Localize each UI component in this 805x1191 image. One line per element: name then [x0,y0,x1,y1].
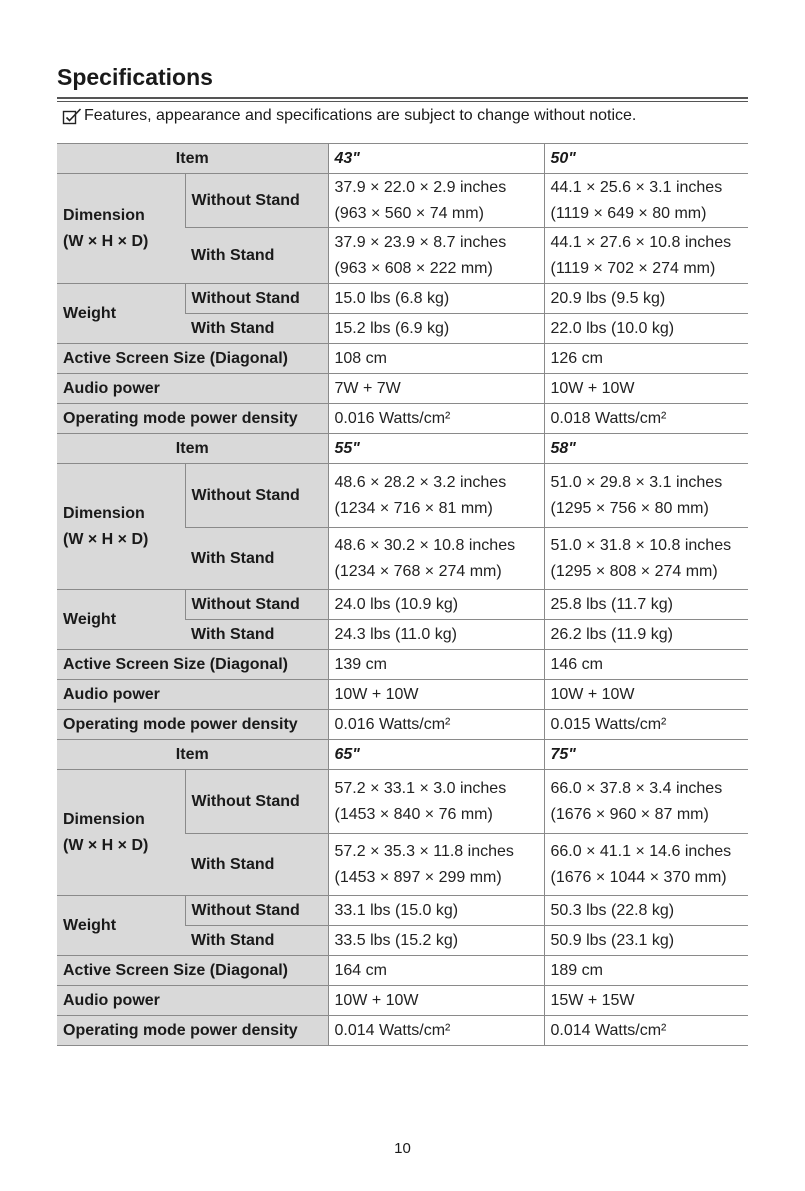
active-screen-label: Active Screen Size (Diagonal) [57,344,328,374]
dimension-without-stand-inches: 66.0 × 37.8 × 3.4 inches [550,779,723,797]
table-row [57,144,748,174]
dimension-without-stand-inches: 44.1 × 25.6 × 3.1 inches [550,178,723,196]
model-size: 55" [328,434,544,464]
dimension-label [57,174,185,284]
power-density-label: Operating mode power density [57,404,328,434]
weight-without-stand: 33.1 lbs (15.0 kg) [328,896,544,926]
dimension-with-stand-mm: (1234 × 768 × 274 mm) [334,562,502,580]
table-row [57,986,748,1016]
weight-with-stand: 50.9 lbs (23.1 kg) [544,926,748,956]
dimension-without-stand [328,464,544,528]
model-size: 65" [328,740,544,770]
item-header: Item [57,144,328,174]
weight-label: Weight [57,896,185,956]
dimension-with-stand-mm: (1676 × 1044 × 370 mm) [550,868,727,886]
dimension-with-stand-mm: (1295 × 808 × 274 mm) [550,562,718,580]
dimension-subtitle: (W × H × D) [63,232,149,250]
power-density-label: Operating mode power density [57,1016,328,1046]
with-stand-label: With Stand [185,314,328,344]
dimension-subtitle: (W × H × D) [63,530,149,548]
table-row [57,434,748,464]
dimension-label [57,464,185,590]
dimension-with-stand-inches: 57.2 × 35.3 × 11.8 inches [334,842,514,860]
audio-power-value: 10W + 10W [328,986,544,1016]
audio-power-label: Audio power [57,986,328,1016]
weight-without-stand: 20.9 lbs (9.5 kg) [544,284,748,314]
power-density-label: Operating mode power density [57,710,328,740]
active-screen-value: 146 cm [544,650,748,680]
with-stand-label: With Stand [185,620,328,650]
dimension-without-stand-inches: 48.6 × 28.2 × 3.2 inches [334,473,507,491]
dimension-with-stand-inches: 37.9 × 23.9 × 8.7 inches [334,233,507,251]
dimension-with-stand [328,834,544,896]
dimension-without-stand-inches: 57.2 × 33.1 × 3.0 inches [334,779,507,797]
item-header: Item [57,434,328,464]
model-size: 43" [328,144,544,174]
dimension-with-stand-inches: 44.1 × 27.6 × 10.8 inches [550,233,732,251]
table-row [57,770,748,834]
dimension-without-stand-mm: (963 × 560 × 74 mm) [334,204,484,222]
dimension-with-stand-mm: (1119 × 702 × 274 mm) [550,259,716,277]
dimension-with-stand [544,228,748,284]
dimension-without-stand [544,174,748,228]
weight-without-stand: 50.3 lbs (22.8 kg) [544,896,748,926]
with-stand-label: With Stand [185,528,328,590]
table-row [57,740,748,770]
table-row [57,404,748,434]
spec-table [57,143,748,1046]
dimension-with-stand-mm: (963 × 608 × 222 mm) [334,259,493,277]
without-stand-label: Without Stand [185,464,328,528]
model-size: 75" [544,740,748,770]
page-number: 10 [394,1140,411,1157]
dimension-without-stand [544,464,748,528]
table-row [57,956,748,986]
dimension-with-stand [544,834,748,896]
table-row [57,374,748,404]
checkbox-pencil-icon [62,107,82,125]
without-stand-label: Without Stand [185,770,328,834]
with-stand-label: With Stand [185,926,328,956]
title-rule [57,97,748,99]
notice [62,107,636,125]
table-row [57,464,748,528]
active-screen-value: 189 cm [544,956,748,986]
dimension-title: Dimension [63,206,145,224]
power-density-value: 0.018 Watts/cm² [544,404,748,434]
weight-with-stand: 24.3 lbs (11.0 kg) [328,620,544,650]
weight-without-stand: 15.0 lbs (6.8 kg) [328,284,544,314]
active-screen-value: 108 cm [328,344,544,374]
power-density-value: 0.014 Watts/cm² [328,1016,544,1046]
notice-text: Features, appearance and specifications are subject to change without notice. [84,107,637,124]
model-size: 50" [544,144,748,174]
weight-with-stand: 22.0 lbs (10.0 kg) [544,314,748,344]
dimension-with-stand-inches: 48.6 × 30.2 × 10.8 inches [334,536,516,554]
dimension-without-stand [544,770,748,834]
audio-power-value: 10W + 10W [544,374,748,404]
power-density-value: 0.015 Watts/cm² [544,710,748,740]
active-screen-value: 126 cm [544,344,748,374]
power-density-value: 0.016 Watts/cm² [328,404,544,434]
dimension-without-stand-mm: (1234 × 716 × 81 mm) [334,499,493,517]
audio-power-label: Audio power [57,374,328,404]
model-size: 58" [544,434,748,464]
dimension-without-stand [328,174,544,228]
page-title: Specifications [57,64,213,90]
dimension-subtitle: (W × H × D) [63,836,149,854]
item-header: Item [57,740,328,770]
dimension-title: Dimension [63,810,145,828]
audio-power-value: 15W + 15W [544,986,748,1016]
active-screen-label: Active Screen Size (Diagonal) [57,650,328,680]
table-row [57,590,748,620]
dimension-without-stand-inches: 37.9 × 22.0 × 2.9 inches [334,178,507,196]
dimension-with-stand-inches: 51.0 × 31.8 × 10.8 inches [550,536,732,554]
table-row [57,896,748,926]
table-row [57,1016,748,1046]
table-row [57,174,748,228]
active-screen-label: Active Screen Size (Diagonal) [57,956,328,986]
dimension-with-stand [544,528,748,590]
with-stand-label: With Stand [185,228,328,284]
table-row [57,344,748,374]
without-stand-label: Without Stand [185,896,328,926]
weight-with-stand: 15.2 lbs (6.9 kg) [328,314,544,344]
dimension-title: Dimension [63,504,145,522]
dimension-without-stand [328,770,544,834]
dimension-without-stand-inches: 51.0 × 29.8 × 3.1 inches [550,473,723,491]
active-screen-value: 139 cm [328,650,544,680]
dimension-with-stand-inches: 66.0 × 41.1 × 14.6 inches [550,842,732,860]
dimension-without-stand-mm: (1453 × 840 × 76 mm) [334,805,493,823]
weight-with-stand: 26.2 lbs (11.9 kg) [544,620,748,650]
dimension-without-stand-mm: (1119 × 649 × 80 mm) [550,204,707,222]
with-stand-label: With Stand [185,834,328,896]
title-rule-thin [57,101,748,102]
table-row [57,284,748,314]
weight-label: Weight [57,284,185,344]
audio-power-value: 10W + 10W [328,680,544,710]
without-stand-label: Without Stand [185,590,328,620]
weight-with-stand: 33.5 lbs (15.2 kg) [328,926,544,956]
dimension-label [57,770,185,896]
audio-power-value: 10W + 10W [544,680,748,710]
power-density-value: 0.014 Watts/cm² [544,1016,748,1046]
active-screen-value: 164 cm [328,956,544,986]
dimension-with-stand-mm: (1453 × 897 × 299 mm) [334,868,502,886]
without-stand-label: Without Stand [185,284,328,314]
dimension-with-stand [328,528,544,590]
table-row [57,680,748,710]
audio-power-value: 7W + 7W [328,374,544,404]
dimension-without-stand-mm: (1295 × 756 × 80 mm) [550,499,709,517]
dimension-with-stand [328,228,544,284]
table-row [57,710,748,740]
without-stand-label: Without Stand [185,174,328,228]
weight-label: Weight [57,590,185,650]
audio-power-label: Audio power [57,680,328,710]
dimension-without-stand-mm: (1676 × 960 × 87 mm) [550,805,709,823]
power-density-value: 0.016 Watts/cm² [328,710,544,740]
weight-without-stand: 25.8 lbs (11.7 kg) [544,590,748,620]
weight-without-stand: 24.0 lbs (10.9 kg) [328,590,544,620]
table-row [57,650,748,680]
